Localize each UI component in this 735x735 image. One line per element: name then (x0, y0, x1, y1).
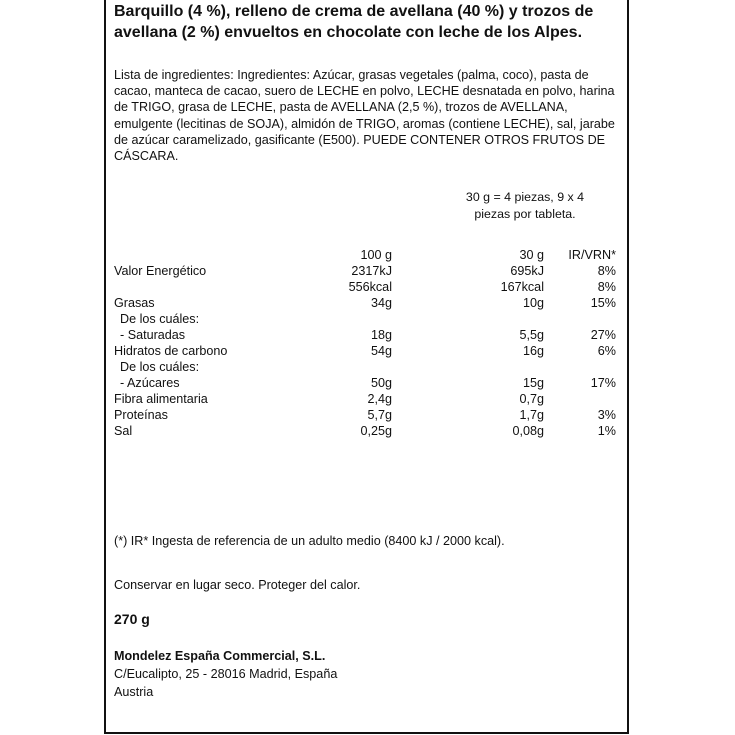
value-100g: 0,25g (360, 424, 392, 438)
nutrition-row-energy-kcal (114, 279, 624, 295)
value-30g: 5,5g (519, 328, 544, 342)
nutrition-row-carbs (114, 343, 624, 359)
value-30g: 10g (522, 296, 544, 310)
value-ir: 15% (590, 296, 616, 310)
nutrient-label: - Saturadas (120, 328, 186, 342)
header-ir-vrn: IR/VRN* (568, 248, 616, 262)
value-100g: 2317kJ (351, 264, 392, 278)
header-30g: 30 g (519, 248, 544, 262)
value-30g: 695kJ (510, 264, 544, 278)
company-address: C/Eucalipto, 25 - 28016 Madrid, España (114, 667, 338, 681)
value-ir: 1% (597, 424, 616, 438)
value-ir: 6% (597, 344, 616, 358)
portion-info (440, 189, 610, 223)
nutrient-label: Fibra alimentaria (114, 392, 208, 406)
nutrient-label: Sal (114, 424, 133, 438)
storage-instructions: Conservar en lugar seco. Proteger del calor. (114, 578, 361, 592)
nutrition-row-fat (114, 295, 624, 311)
value-100g: 2,4g (367, 392, 392, 406)
company-name: Mondelez España Commercial, S.L. (114, 649, 326, 663)
company-country: Austria (114, 685, 154, 699)
nutrition-row-sugars (114, 375, 624, 391)
reference-intake-footnote: (*) IR* Ingesta de referencia de un adulto medio (8400 kJ / 2000 kcal). (114, 534, 505, 548)
value-100g: 556kcal (348, 280, 392, 294)
nutrition-row-protein (114, 407, 624, 423)
nutrition-row-salt (114, 423, 624, 439)
nutrition-header-row (114, 247, 624, 263)
value-100g: 50g (370, 376, 392, 390)
value-ir: 27% (590, 328, 616, 342)
value-30g: 167kcal (500, 280, 544, 294)
nutrient-label: Proteínas (114, 408, 168, 422)
value-30g: 16g (522, 344, 544, 358)
nutrient-label: De los cuáles: (120, 360, 200, 374)
value-ir: 8% (597, 264, 616, 278)
value-100g: 54g (370, 344, 392, 358)
value-30g: 15g (522, 376, 544, 390)
net-weight: 270 g (114, 611, 150, 627)
nutrition-row-fiber (114, 391, 624, 407)
value-100g: 34g (370, 296, 392, 310)
nutrient-label: Valor Energético (114, 264, 207, 278)
value-30g: 1,7g (519, 408, 544, 422)
value-100g: 5,7g (367, 408, 392, 422)
nutrient-label: Hidratos de carbono (114, 344, 228, 358)
nutrition-row-saturated (114, 327, 624, 343)
portion-line-2: piezas por tableta. (474, 207, 576, 221)
value-30g: 0,7g (519, 392, 544, 406)
product-title: Barquillo (4 %), relleno de crema de avellana (40 %) y trozos de avellana (2 %) envueltos en chocolate con leche de los Alpes. (114, 3, 594, 41)
value-ir: 3% (597, 408, 616, 422)
value-100g: 18g (370, 328, 392, 342)
value-30g: 0,08g (512, 424, 544, 438)
ingredients-list: Lista de ingredientes: Ingredientes: Azúcar, grasas vegetales (palma, coco), pasta de cacao, manteca de cacao, suero de LECHE en polvo, LECHE desnatada en polvo, harina de TRIGO, grasa de LECHE, pasta de AVELLANA (2,5 %), trozos de AVELLANA, emulgente (lecitinas de SOJA), almidón de TRIGO, aromas (contiene LECHE), sal, jarabe de azúcar caramelizado, gasificante (E500). PUEDE CONTENER OTROS FRUTOS DE CÁSCARA. (114, 68, 615, 164)
portion-line-1: 30 g = 4 piezas, 9 x 4 (465, 190, 585, 204)
nutrition-table (114, 247, 624, 439)
nutrient-label: De los cuáles: (120, 312, 200, 326)
nutrition-row-fat-sub (114, 311, 624, 327)
nutrition-row-energy-kj (114, 263, 624, 279)
nutrient-label: - Azúcares (120, 376, 180, 390)
header-100g: 100 g (360, 248, 392, 262)
value-ir: 17% (590, 376, 616, 390)
nutrition-row-carbs-sub (114, 359, 624, 375)
nutrient-label: Grasas (114, 296, 155, 310)
value-ir: 8% (597, 280, 616, 294)
